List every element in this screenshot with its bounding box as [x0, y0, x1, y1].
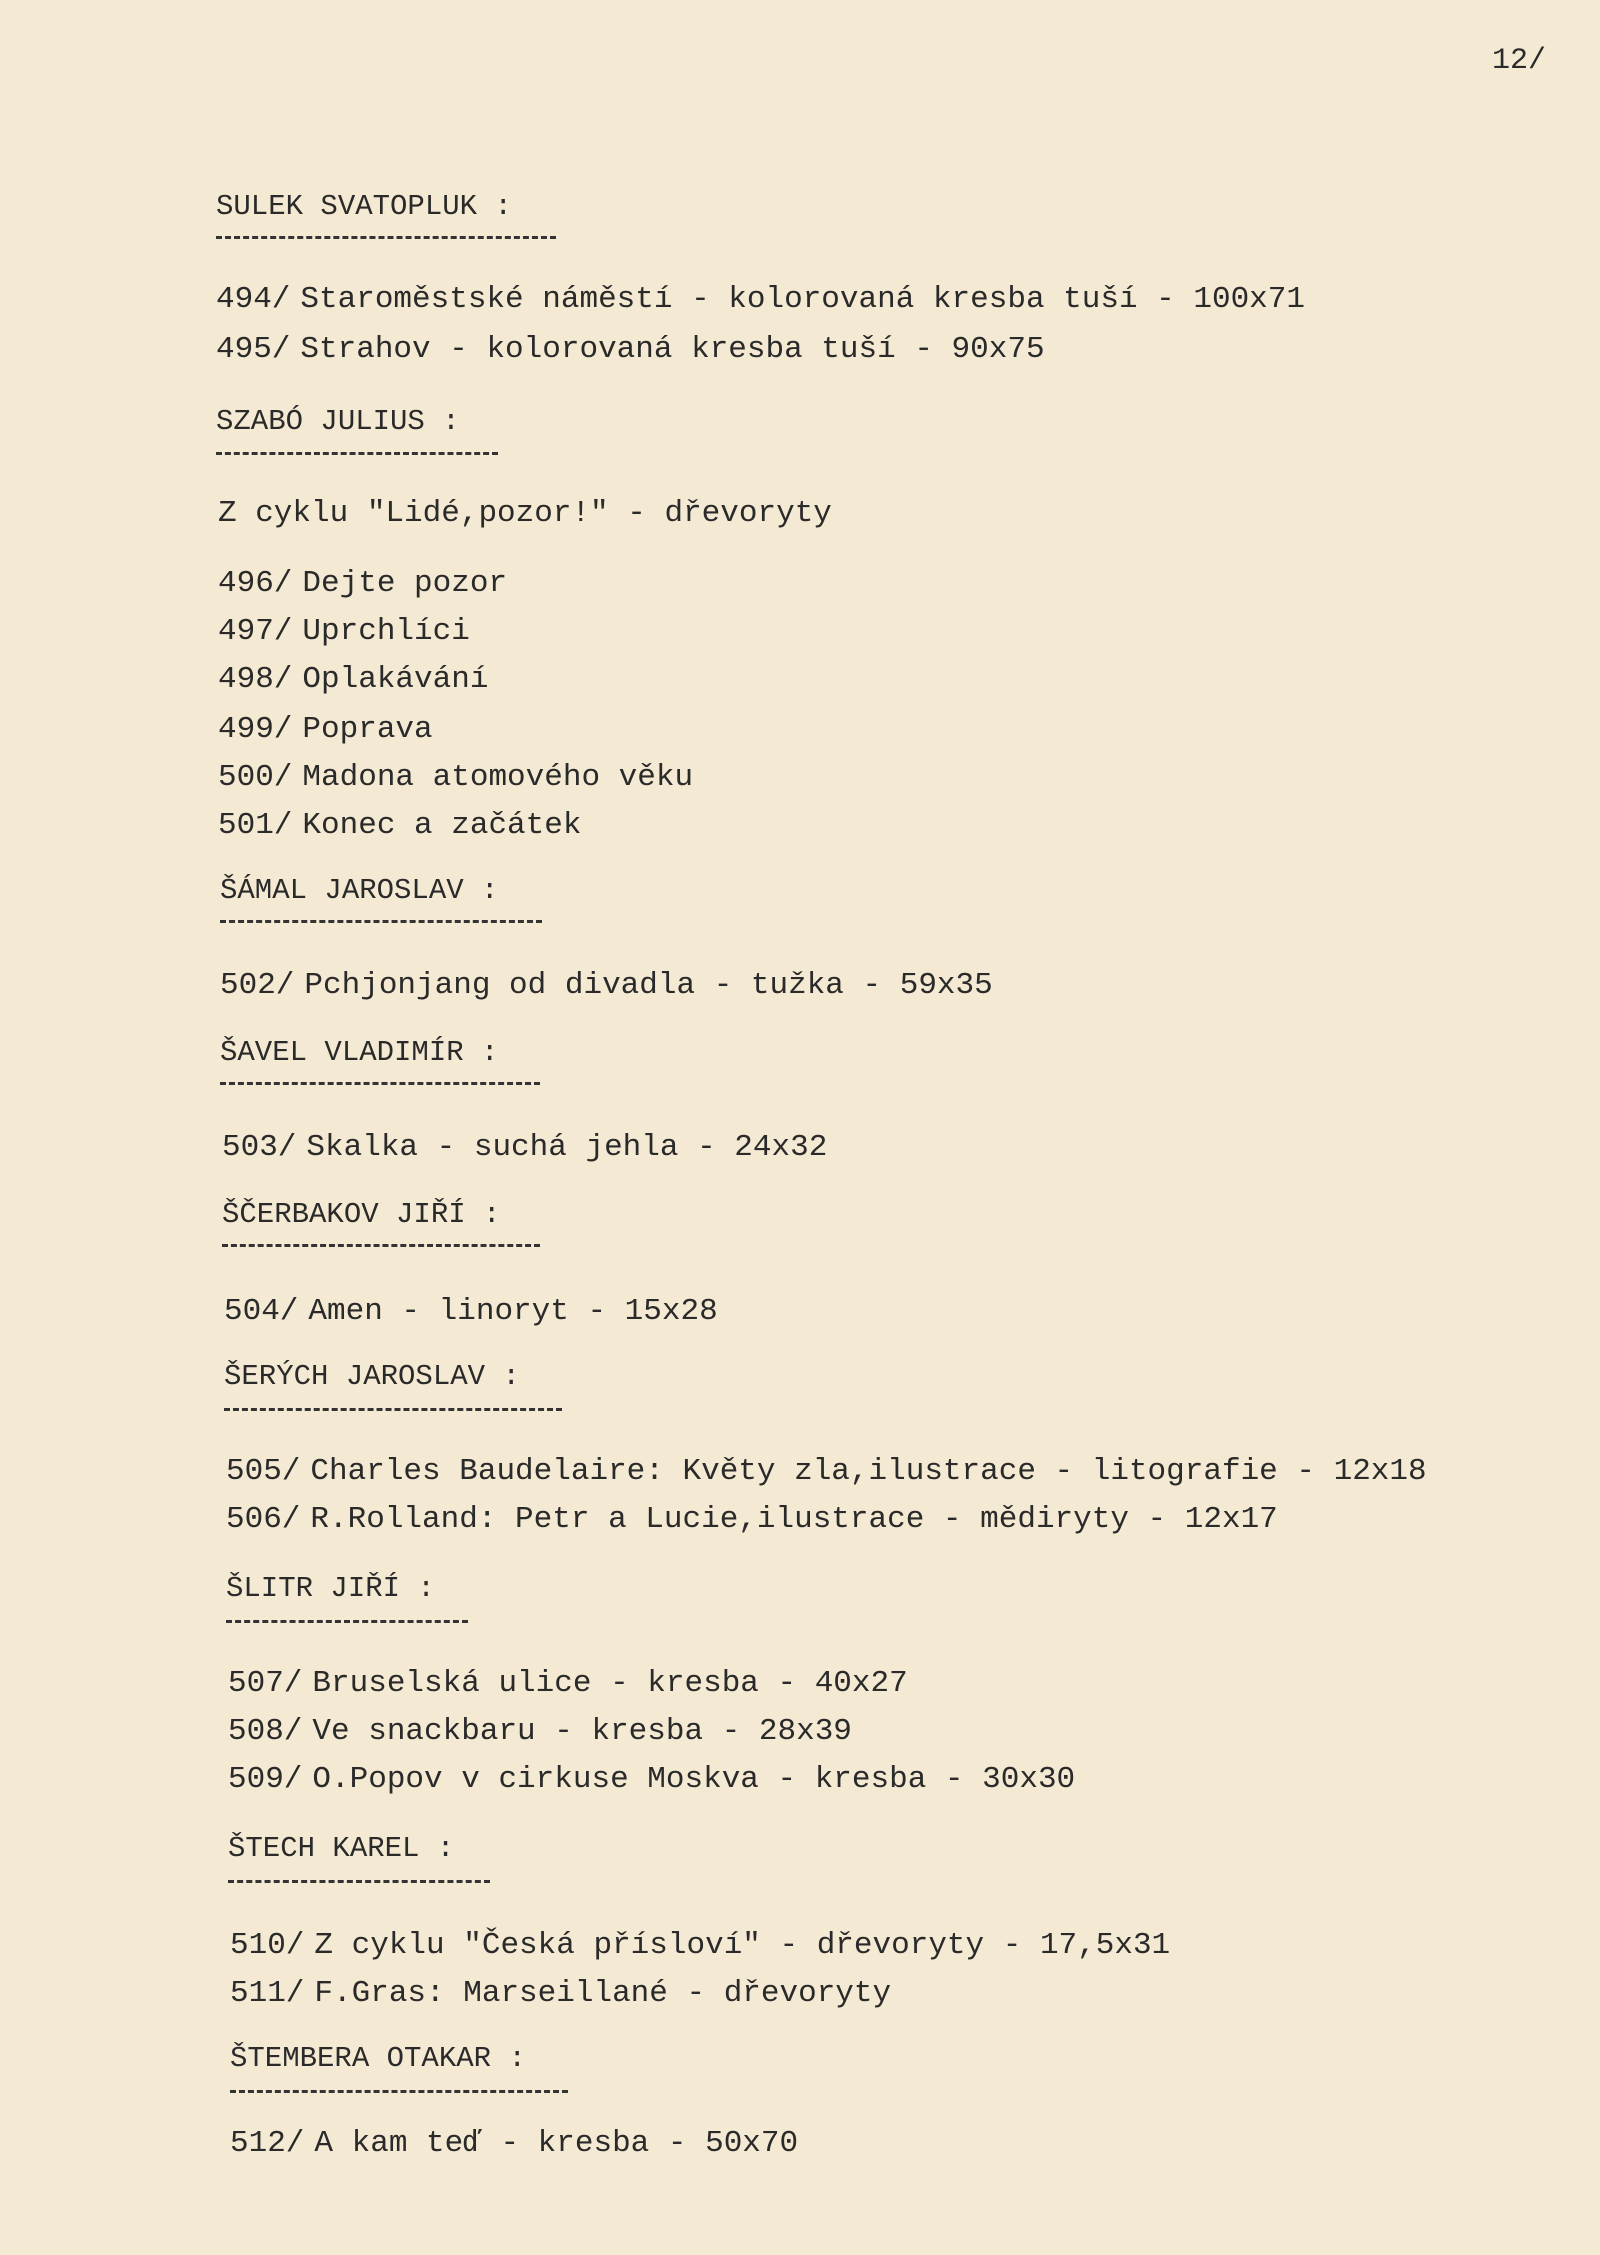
heading-underline: [230, 2090, 568, 2093]
entry-number: 511/: [230, 1976, 305, 2011]
entry-number: 502/: [220, 968, 295, 1003]
heading-underline: [226, 1620, 468, 1623]
entry-number: 512/: [230, 2126, 305, 2161]
heading-underline: [220, 920, 542, 923]
entry-number: 496/: [218, 566, 293, 601]
catalog-entry: [222, 1130, 827, 1165]
entry-text: O.Popov v cirkuse Moskva - kresba - 30x30: [312, 1762, 1076, 1797]
entry-number: 503/: [222, 1130, 297, 1165]
entry-number: 507/: [228, 1666, 303, 1701]
heading-underline: [222, 1244, 540, 1247]
entry-text: A kam teď - kresba - 50x70: [314, 2126, 799, 2161]
heading-underline: [216, 452, 498, 455]
entry-number: 509/: [228, 1762, 303, 1797]
entry-text: Amen - linoryt - 15x28: [308, 1294, 718, 1329]
heading-underline: [216, 236, 556, 239]
catalog-entry: [218, 566, 507, 601]
entry-text: R.Rolland: Petr a Lucie,ilustrace - mědiryty - 12x17: [310, 1502, 1278, 1537]
catalog-entry: [226, 1454, 1427, 1489]
artist-heading: ŠČERBAKOV JIŘÍ :: [222, 1198, 501, 1231]
entry-text: Charles Baudelaire: Květy zla,ilustrace - litografie - 12x18: [310, 1454, 1427, 1489]
catalog-entry: [220, 968, 993, 1003]
entry-number: 494/: [216, 282, 291, 317]
artist-heading: ŠTEMBERA OTAKAR :: [230, 2042, 526, 2075]
page-number: 12/: [1492, 44, 1547, 78]
heading-underline: [224, 1408, 562, 1411]
entry-text: Z cyklu "Česká přísloví" - dřevoryty - 17,5x31: [314, 1928, 1171, 1963]
cycle-title: Z cyklu "Lidé,pozor!" - dřevoryty: [218, 496, 832, 531]
entry-text: Skalka - suchá jehla - 24x32: [306, 1130, 828, 1165]
catalog-entry: [218, 760, 693, 795]
entry-number: 504/: [224, 1294, 299, 1329]
entry-text: Dejte pozor: [302, 566, 508, 601]
artist-heading: ŠERÝCH JAROSLAV :: [224, 1360, 520, 1393]
entry-number: 508/: [228, 1714, 303, 1749]
entry-text: Pchjonjang od divadla - tužka - 59x35: [304, 968, 993, 1003]
heading-underline: [220, 1082, 540, 1085]
artist-heading: SZABÓ JULIUS :: [216, 405, 460, 438]
heading-underline: [228, 1880, 490, 1883]
entry-text: Konec a začátek: [302, 808, 582, 843]
entry-text: Poprava: [302, 712, 433, 747]
entry-number: 495/: [216, 332, 291, 367]
entry-number: 497/: [218, 614, 293, 649]
catalog-entry: [218, 712, 433, 747]
entry-number: 506/: [226, 1502, 301, 1537]
catalog-entry: [228, 1762, 1075, 1797]
catalog-entry: [230, 1928, 1170, 1963]
catalog-entry: [218, 614, 470, 649]
entry-number: 498/: [218, 662, 293, 697]
entry-number: 500/: [218, 760, 293, 795]
entry-text: Bruselská ulice - kresba - 40x27: [312, 1666, 908, 1701]
catalog-entry: [218, 662, 488, 697]
entry-text: Strahov - kolorovaná kresba tuší - 90x75: [300, 332, 1045, 367]
entry-text: Uprchlíci: [302, 614, 470, 649]
catalog-entry: [218, 808, 581, 843]
catalog-entry: [228, 1714, 852, 1749]
artist-heading: ŠAVEL VLADIMÍR :: [220, 1036, 499, 1069]
catalog-entry: [216, 282, 1305, 317]
entry-text: Staroměstské náměstí - kolorovaná kresba tuší - 100x71: [300, 282, 1305, 317]
entry-text: Oplakávání: [302, 662, 489, 697]
catalog-entry: [226, 1502, 1278, 1537]
entry-text: Madona atomového věku: [302, 760, 694, 795]
entry-text: Ve snackbaru - kresba - 28x39: [312, 1714, 852, 1749]
entry-number: 505/: [226, 1454, 301, 1489]
entry-text: F.Gras: Marseillané - dřevoryty: [314, 1976, 892, 2011]
catalog-entry: [228, 1666, 908, 1701]
artist-heading: ŠTECH KAREL :: [228, 1832, 455, 1865]
catalog-entry: [224, 1294, 718, 1329]
catalog-entry: [230, 1976, 891, 2011]
artist-heading: ŠLITR JIŘÍ :: [226, 1572, 435, 1605]
artist-heading: SULEK SVATOPLUK :: [216, 190, 512, 223]
entry-number: 510/: [230, 1928, 305, 1963]
catalog-entry: [230, 2126, 798, 2161]
catalog-entry: [216, 332, 1045, 367]
entry-number: 499/: [218, 712, 293, 747]
artist-heading: ŠÁMAL JAROSLAV :: [220, 874, 499, 907]
entry-number: 501/: [218, 808, 293, 843]
